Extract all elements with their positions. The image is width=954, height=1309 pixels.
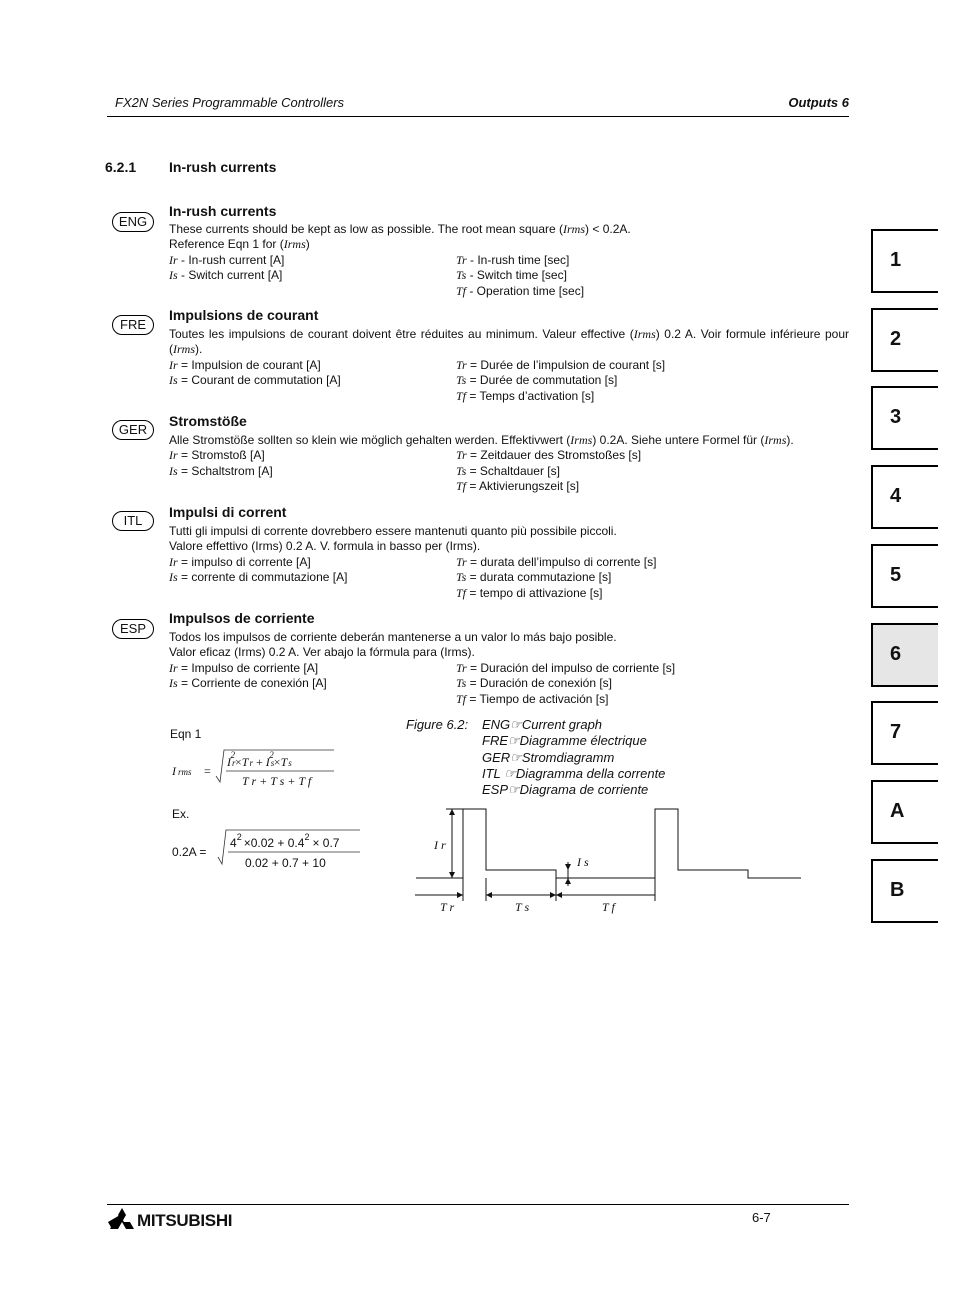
block-text: Tutti gli impulsi di corrente dovrebbero essere mantenuti quanto più possibile piccoli. bbox=[169, 523, 617, 538]
symbol-def: Tr = Durée de l’impulsion de courant [s] bbox=[456, 357, 666, 372]
tab-5[interactable]: 5 bbox=[871, 544, 938, 608]
block-title: Impulsi di corrent bbox=[169, 504, 287, 520]
block-text-2: Valor eficaz (Irms) 0.2 A. Ver abajo la fórmula para (Irms). bbox=[169, 645, 475, 659]
section-title: In-rush currents bbox=[169, 159, 277, 175]
example-numerator: $4^2 \times 0.02 + 0.4^2 \times 0.7$ bbox=[230, 832, 340, 850]
hand-point-icon: ☞ bbox=[508, 782, 520, 798]
lang-badge-eng: ENG bbox=[112, 212, 154, 232]
symbol-def: Ts = durata commutazione [s] bbox=[456, 570, 612, 584]
caption-eng: ENG☞Current graph bbox=[482, 717, 603, 732]
block-text: These currents should be kept as low as possible. The root mean square (Irms) < 0.2A. bbox=[169, 221, 631, 236]
caption-esp: ESP☞Diagrama de corriente bbox=[482, 782, 649, 798]
hand-point-icon: ☞ bbox=[508, 733, 520, 749]
symbol-def: Ir = Stromstoß [A] bbox=[169, 448, 265, 462]
tab-4[interactable]: 4 bbox=[871, 465, 938, 529]
block-text-2: Reference Eqn 1 for (Irms) bbox=[169, 237, 310, 251]
lang-badge-ger: GER bbox=[112, 420, 154, 440]
mitsubishi-logo-icon bbox=[108, 1207, 136, 1231]
symbol-def: Is = Schaltstrom [A] bbox=[169, 463, 273, 478]
example-lhs: 0.2A = bbox=[172, 845, 207, 859]
tab-1[interactable]: 1 bbox=[871, 229, 938, 293]
eqn-denominator: T r + T s + T f bbox=[242, 774, 312, 788]
block-esp bbox=[169, 611, 849, 708]
block-text: Alle Stromstöße sollten so klein wie möglich gehalten werden. Effektivwert (Irms) 0.2A. Siehe untere Formel für (Irms). bbox=[169, 432, 794, 447]
symbol-def: Tr = durata dell’impulso di corrente [s] bbox=[456, 554, 657, 569]
brand-name: MITSUBISHI bbox=[137, 1211, 233, 1230]
block-text-2: Valore effettivo (Irms) 0.2 A. V. formula in basso per (Irms). bbox=[169, 539, 481, 553]
eqn-label: Eqn 1 bbox=[170, 727, 202, 741]
block-itl bbox=[169, 505, 849, 602]
example-denominator: 0.02 + 0.7 + 10 bbox=[245, 856, 326, 870]
label-is: I s bbox=[577, 855, 589, 869]
header-title: FX2N Series Programmable Controllers bbox=[115, 95, 345, 110]
tab-6[interactable]: 6 bbox=[871, 623, 938, 687]
equation-panel bbox=[160, 720, 400, 880]
symbol-def: Tf = Aktivierungszeit [s] bbox=[456, 479, 580, 493]
figure-caption-list bbox=[482, 717, 665, 798]
header-chapter: Outputs 6 bbox=[788, 95, 849, 110]
symbol-def: Ir = Impulsion de courant [A] bbox=[169, 357, 321, 372]
tab-b[interactable]: B bbox=[871, 859, 938, 923]
block-text: Todos los impulsos de corriente deberán mantenerse a un valor lo más bajo posible. bbox=[169, 629, 617, 644]
hand-point-icon: ☞ bbox=[510, 749, 522, 765]
block-ger bbox=[169, 414, 849, 495]
label-ir: I r bbox=[434, 838, 446, 852]
tab-7[interactable]: 7 bbox=[871, 701, 938, 765]
current-graph bbox=[410, 800, 810, 920]
eqn-equals: = bbox=[204, 764, 211, 778]
block-title: In-rush currents bbox=[169, 203, 277, 219]
waveform bbox=[416, 809, 801, 878]
symbol-def: Tr = Zeitdauer des Stromstoßes [s] bbox=[456, 448, 642, 462]
symbol-def: Tr = Duración del impulso de corriente [s] bbox=[456, 660, 676, 675]
symbol-def: Tr - In-rush time [sec] bbox=[456, 252, 570, 267]
block-title: Impulsions de courant bbox=[169, 307, 319, 323]
symbol-def: Ir = impulso di corrente [A] bbox=[169, 554, 311, 569]
symbol-def: Ir - In-rush current [A] bbox=[169, 252, 285, 267]
caption-itl: ITL ☞Diagramma della corrente bbox=[482, 765, 666, 781]
block-title: Impulsos de corriente bbox=[169, 610, 315, 626]
caption-ger: GER☞Stromdiagramm bbox=[482, 749, 615, 765]
symbol-def: Is = corrente di commutazione [A] bbox=[169, 570, 348, 584]
symbol-def: Is = Courant de commutation [A] bbox=[169, 373, 341, 387]
symbol-def: Is - Switch current [A] bbox=[169, 268, 283, 282]
symbol-def: Is = Corriente de conexión [A] bbox=[169, 676, 327, 690]
symbol-def: Tf = Tiempo de activación [s] bbox=[456, 691, 609, 706]
symbol-def: Ts = Duración de conexión [s] bbox=[456, 676, 613, 690]
lang-badge-fre: FRE bbox=[112, 315, 154, 335]
block-fre bbox=[169, 308, 849, 405]
section-number: 6.2.1 bbox=[105, 159, 137, 175]
eqn-numerator: Ir2×Tr + Is2×Ts bbox=[227, 750, 292, 769]
symbol-def: Ts - Switch time [sec] bbox=[456, 268, 567, 282]
arrowheads bbox=[449, 809, 571, 898]
lang-badge-esp: ESP bbox=[112, 619, 154, 639]
tab-2[interactable]: 2 bbox=[871, 308, 938, 372]
hand-point-icon: ☞ bbox=[504, 765, 516, 781]
footer-rule bbox=[107, 1204, 849, 1205]
tab-3[interactable]: 3 bbox=[871, 386, 938, 450]
figure-label: Figure 6.2: bbox=[406, 717, 469, 732]
eqn-lhs: I rms bbox=[172, 764, 192, 778]
block-title: Stromstöße bbox=[169, 413, 247, 429]
label-ts: T s bbox=[515, 900, 530, 914]
label-tr: T r bbox=[440, 900, 455, 914]
caption-fre: FRE☞Diagramme électrique bbox=[482, 733, 647, 749]
symbol-def: Ts = Schaltdauer [s] bbox=[456, 463, 560, 478]
hand-point-icon: ☞ bbox=[510, 717, 522, 732]
lang-badge-itl: ITL bbox=[112, 511, 154, 531]
label-tf: T f bbox=[602, 900, 615, 914]
page-number: 6-7 bbox=[752, 1210, 771, 1225]
header-rule bbox=[107, 116, 849, 117]
block-text: Toutes les impulsions de courant doivent être réduites au minimum. Valeur effective (Irms) 0.2 A. Voir formule inférieure pour (Irms). bbox=[169, 326, 850, 356]
symbol-def: Ts = Durée de commutation [s] bbox=[456, 373, 618, 387]
tab-a[interactable]: A bbox=[871, 780, 938, 844]
example-label: Ex. bbox=[172, 807, 190, 821]
symbol-def: Tf = tempo di attivazione [s] bbox=[456, 585, 603, 600]
symbol-def: Ir = Impulso de corriente [A] bbox=[169, 660, 319, 675]
symbol-def: Tf - Operation time [sec] bbox=[456, 283, 585, 298]
symbol-def: Tf = Temps d’activation [s] bbox=[456, 388, 595, 403]
block-eng bbox=[169, 204, 849, 300]
